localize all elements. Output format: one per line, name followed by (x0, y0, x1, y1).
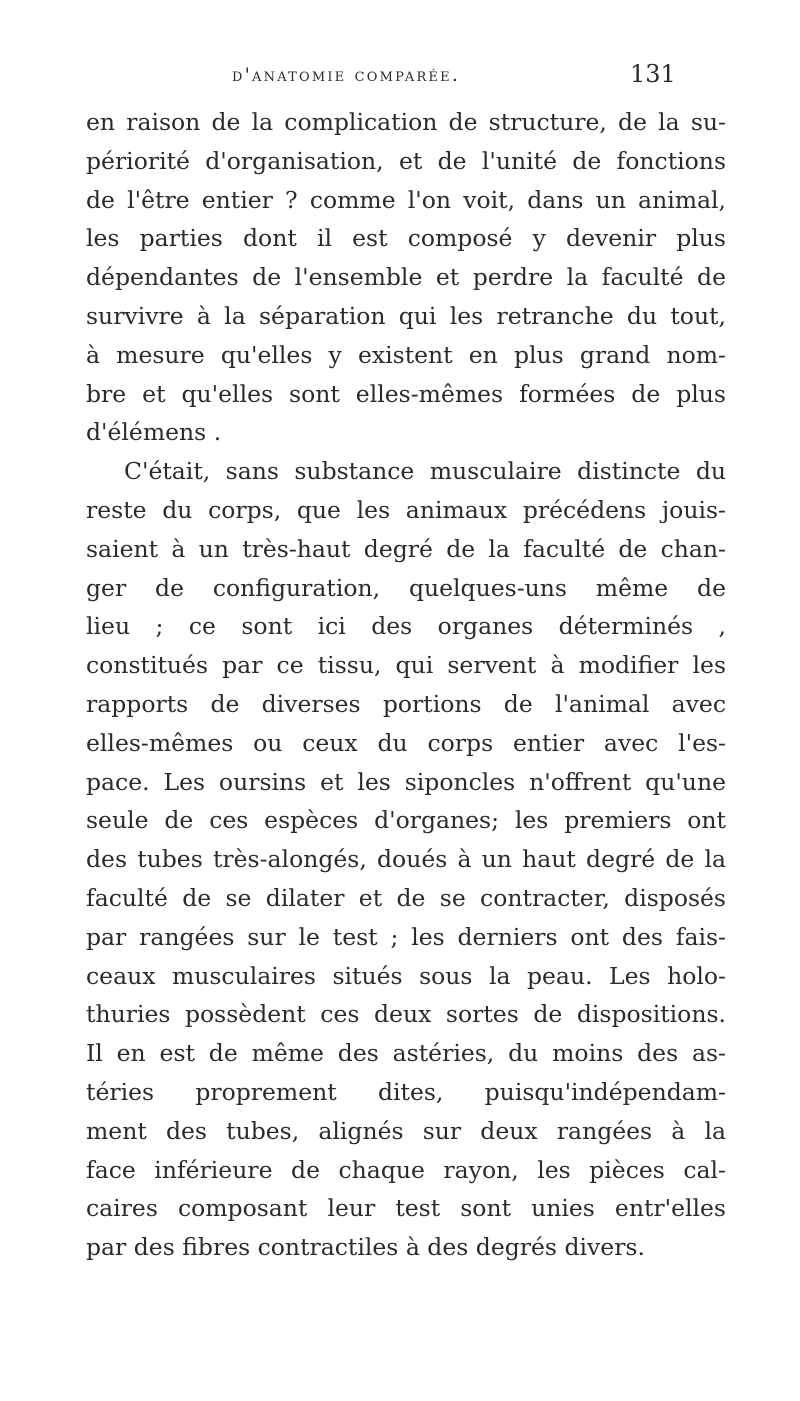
text-line: ceaux musculaires situés sous la peau. Les holo- (86, 961, 726, 990)
text-line: faculté de se dilater et de se contracter, disposés (86, 883, 726, 912)
text-line: d'élémens . (86, 418, 222, 447)
text-line: par des fibres contractiles à des degrés divers. (86, 1233, 645, 1262)
text-line: à mesure qu'elles y existent en plus grand nom- (86, 340, 726, 369)
text-line: des tubes très-alongés, doués à un haut degré de la (86, 845, 726, 874)
text-line: Il en est de même des astéries, du moins des as- (86, 1039, 726, 1068)
text-line: elles-mêmes ou ceux du corps entier avec l'es- (86, 728, 726, 757)
text-line: saient à un très-haut degré de la faculté de chan- (86, 534, 726, 563)
text-line: bre et qu'elles sont elles-mêmes formées de plus (86, 379, 726, 408)
text-line: constitués par ce tissu, qui servent à modifier les (86, 651, 726, 680)
text-line: périorité d'organisation, et de l'unité de fonctions (86, 146, 726, 175)
text-line: survivre à la séparation qui les retranche du tout, (86, 301, 726, 330)
running-head (0, 60, 800, 94)
running-title: d'anatomie comparée. (232, 64, 461, 86)
text-line: C'était, sans substance musculaire distincte du (124, 457, 726, 486)
text-line: thuries possèdent ces deux sortes de dispositions. (86, 1000, 726, 1029)
text-line: pace. Les oursins et les siponcles n'offrent qu'une (86, 767, 726, 796)
text-line: dépendantes de l'ensemble et perdre la faculté de (86, 263, 726, 292)
text-line: seule de ces espèces d'organes; les premiers ont (86, 806, 726, 835)
text-line: lieu ; ce sont ici des organes déterminés , (86, 612, 726, 641)
text-line: par rangées sur le test ; les derniers ont des fais- (86, 922, 726, 951)
text-line: téries proprement dites, puisqu'indépendam- (86, 1077, 726, 1106)
page-number: 131 (630, 60, 676, 88)
text-line: en raison de la complication de structure, de la su- (86, 108, 726, 136)
text-line: les parties dont il est composé y devenir plus (86, 224, 726, 253)
text-line: face inférieure de chaque rayon, les pièces cal- (86, 1155, 726, 1184)
body-text (86, 103, 726, 1267)
text-line: rapports de diverses portions de l'animal avec (86, 689, 726, 718)
text-line: caires composant leur test sont unies entr'elles (86, 1194, 726, 1223)
text-line: ment des tubes, alignés sur deux rangées à la (86, 1116, 726, 1145)
text-line: reste du corps, que les animaux précédens jouis- (86, 495, 726, 524)
text-line: ger de configuration, quelques-uns même de (86, 573, 726, 602)
text-line: de l'être entier ? comme l'on voit, dans un animal, (86, 185, 726, 214)
